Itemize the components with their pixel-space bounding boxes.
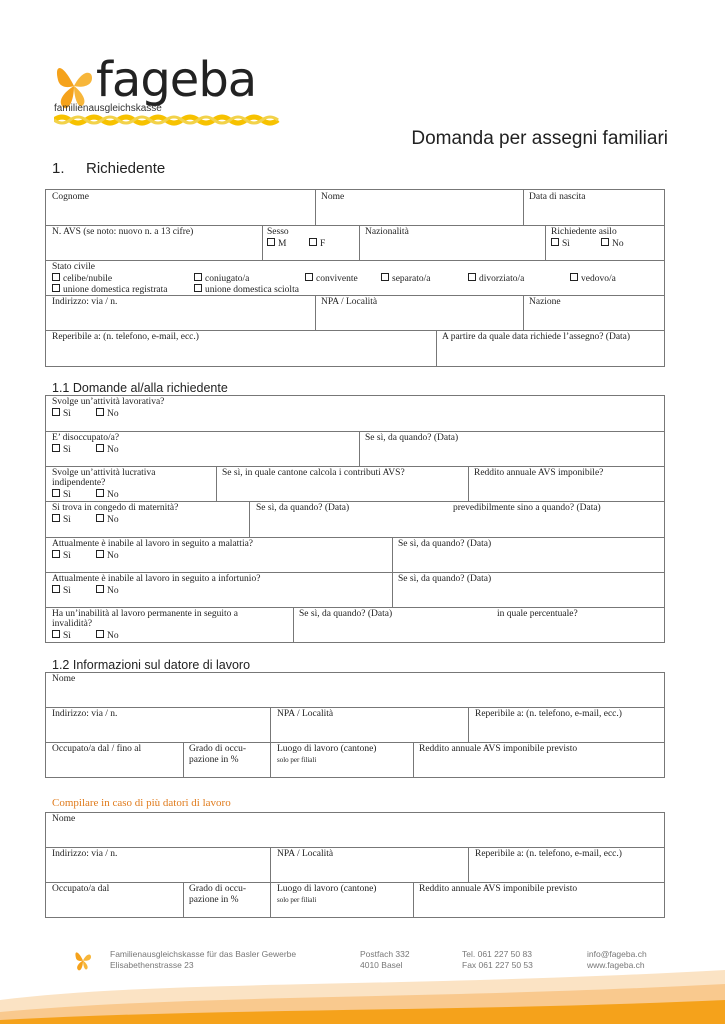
checkbox-icon [381, 273, 389, 281]
question-unemployed: E’ disoccupato/a? [52, 433, 120, 443]
checkbox-icon [551, 238, 559, 246]
checkbox-icon [305, 273, 313, 281]
sex-label: Sesso [267, 227, 289, 237]
sex-f-checkbox[interactable]: F [309, 238, 325, 250]
maternity-since-field[interactable]: Se sì, da quando? (Data) [256, 503, 350, 513]
question-illness: Attualmente è inabile al lavoro in seguito a malattia? [52, 539, 254, 549]
civil-status-option[interactable]: unione domestica sciolta [194, 284, 299, 296]
checkbox-icon [309, 238, 317, 246]
checkbox-icon [468, 273, 476, 281]
yes-checkbox[interactable]: Sì [52, 630, 71, 642]
civil-status-option[interactable]: divorziato/a [468, 273, 524, 285]
yes-checkbox[interactable]: Sì [52, 585, 71, 597]
no-checkbox[interactable]: No [96, 550, 119, 562]
checkbox-icon [96, 489, 104, 497]
expected-income2-field[interactable]: Reddito annuale AVS imponibile previsto [419, 884, 578, 894]
checkbox-icon [52, 273, 60, 281]
civil-status-label: Stato civile [52, 262, 96, 272]
asylum-label: Richiedente asilo [551, 227, 617, 237]
yes-checkbox[interactable]: Sì [52, 489, 71, 501]
checkbox-icon [267, 238, 275, 246]
footer-email[interactable]: info@fageba.ch [587, 949, 647, 959]
workplace-field[interactable]: Luogo di lavoro (cantone) [277, 744, 377, 754]
employment-period-field[interactable]: Occupato/a dal / fino al [52, 744, 142, 754]
address-field[interactable]: Indirizzo: via / n. [52, 297, 118, 307]
workplace2-note: solo per filiali [277, 896, 317, 904]
yes-checkbox[interactable]: Sì [52, 514, 71, 526]
country-field[interactable]: Nazione [529, 297, 561, 307]
avs-number-field[interactable]: N. AVS (se noto: nuovo n. a 13 cifre) [52, 227, 194, 237]
question-invalidity-2: invalidità? [52, 619, 93, 629]
rope-decoration [54, 114, 282, 126]
asylum-no-checkbox[interactable]: No [601, 238, 624, 250]
maternity-until-field[interactable]: prevedibilmente sino a quando? (Data) [453, 503, 601, 513]
checkbox-icon [194, 284, 202, 292]
checkbox-icon [52, 514, 60, 522]
contact-field[interactable]: Reperibile a: (n. telefono, e-mail, ecc.) [52, 332, 199, 342]
illness-since-field[interactable]: Se sì, da quando? (Data) [398, 539, 492, 549]
employment-rate-label-2: pazione in % [189, 755, 239, 765]
birthdate-field[interactable]: Data di nascita [529, 192, 586, 202]
name-field[interactable]: Nome [321, 192, 345, 202]
civil-status-option[interactable]: vedovo/a [570, 273, 616, 285]
checkbox-icon [96, 550, 104, 558]
no-checkbox[interactable]: No [96, 408, 119, 420]
employer2-postcode-field[interactable]: NPA / Località [277, 849, 334, 859]
logo-wordmark: fageba [96, 52, 257, 108]
footer-phone: Tel. 061 227 50 83 Fax 061 227 50 53 [462, 949, 533, 970]
civil-status-option[interactable]: coniugato/a [194, 273, 249, 285]
footer-org: Familienausgleichskasse für das Basler Gewerbe Elisabethenstrasse 23 [110, 949, 297, 970]
invalidity-since-field[interactable]: Se sì, da quando? (Data) [299, 609, 393, 619]
checkbox-icon [96, 444, 104, 452]
checkbox-icon [52, 444, 60, 452]
checkbox-icon [52, 489, 60, 497]
employer2-name-field[interactable]: Nome [52, 814, 76, 824]
expected-income-field[interactable]: Reddito annuale AVS imponibile previsto [419, 744, 578, 754]
employment2-rate-label-2: pazione in % [189, 895, 239, 905]
asylum-yes-checkbox[interactable]: Sì [551, 238, 570, 250]
sex-m-checkbox[interactable]: M [267, 238, 286, 250]
start-date-field[interactable]: A partire da quale data richiede l’assegno? (Data) [442, 332, 631, 342]
no-checkbox[interactable]: No [96, 514, 119, 526]
employer-contact-field[interactable]: Reperibile a: (n. telefono, e-mail, ecc.) [475, 709, 622, 719]
checkbox-icon [96, 408, 104, 416]
yes-checkbox[interactable]: Sì [52, 408, 71, 420]
checkbox-icon [52, 284, 60, 292]
accident-since-field[interactable]: Se sì, da quando? (Data) [398, 574, 492, 584]
question-self-employed-2: indipendente? [52, 478, 106, 488]
yes-checkbox[interactable]: Sì [52, 550, 71, 562]
section-number: 1. [52, 160, 65, 177]
checkbox-icon [96, 630, 104, 638]
additional-employer-heading: Compilare in caso di più datori di lavoro [52, 797, 231, 809]
question-invalidity: Ha un’inabilità al lavoro permanente in seguito a [52, 609, 238, 619]
question-working: Svolge un’attività lavorativa? [52, 397, 165, 407]
question-self-employed: Svolge un’attività lucrativa [52, 468, 156, 478]
no-checkbox[interactable]: No [96, 585, 119, 597]
civil-status-option[interactable]: unione domestica registrata [52, 284, 167, 296]
yes-checkbox[interactable]: Sì [52, 444, 71, 456]
employer-postcode-field[interactable]: NPA / Località [277, 709, 334, 719]
footer-wave-decoration [0, 960, 725, 1024]
section-1-2-heading: 1.2 Informazioni sul datore di lavoro [52, 658, 251, 672]
checkbox-icon [601, 238, 609, 246]
surname-field[interactable]: Cognome [52, 192, 89, 202]
checkbox-icon [96, 585, 104, 593]
civil-status-option[interactable]: convivente [305, 273, 358, 285]
checkbox-icon [52, 550, 60, 558]
employment-rate-label[interactable]: Grado di occu- [189, 744, 246, 754]
civil-status-option[interactable]: celibe/nubile [52, 273, 112, 285]
footer-postal: Postfach 332 4010 Basel [360, 949, 410, 970]
section-1-1-heading: 1.1 Domande al/alla richiedente [52, 381, 228, 395]
no-checkbox[interactable]: No [96, 630, 119, 642]
checkbox-icon [194, 273, 202, 281]
income-field[interactable]: Reddito annuale AVS imponibile? [474, 468, 604, 478]
checkbox-icon [52, 408, 60, 416]
postcode-field[interactable]: NPA / Località [321, 297, 378, 307]
question-maternity: Si trova in congedo di maternità? [52, 503, 179, 513]
invalidity-percent-field[interactable]: in quale percentuale? [497, 609, 578, 619]
page-title: Domanda per assegni familiari [411, 128, 668, 149]
nationality-field[interactable]: Nazionalità [365, 227, 409, 237]
question-accident: Attualmente è inabile al lavoro in seguito a infortunio? [52, 574, 261, 584]
employment2-rate-label[interactable]: Grado di occu- [189, 884, 246, 894]
checkbox-icon [570, 273, 578, 281]
checkbox-icon [96, 514, 104, 522]
civil-status-option[interactable]: separato/a [381, 273, 431, 285]
checkbox-icon [52, 630, 60, 638]
checkbox-icon [52, 585, 60, 593]
employer2-address-field[interactable]: Indirizzo: via / n. [52, 849, 118, 859]
canton-field[interactable]: Se sì, in quale cantone calcola i contributi AVS? [222, 468, 405, 478]
employment2-period-field[interactable]: Occupato/a dal [52, 884, 110, 894]
unemployed-since-field[interactable]: Se sì, da quando? (Data) [365, 433, 459, 443]
logo-subtitle: familienausgleichskasse [54, 103, 162, 114]
employer-name-field[interactable]: Nome [52, 674, 76, 684]
workplace-note: solo per filiali [277, 756, 317, 764]
no-checkbox[interactable]: No [96, 489, 119, 501]
no-checkbox[interactable]: No [96, 444, 119, 456]
employer2-contact-field[interactable]: Reperibile a: (n. telefono, e-mail, ecc.) [475, 849, 622, 859]
workplace2-field[interactable]: Luogo di lavoro (cantone) [277, 884, 377, 894]
footer-website[interactable]: www.fageba.ch [587, 960, 645, 970]
employer-address-field[interactable]: Indirizzo: via / n. [52, 709, 118, 719]
section-heading: Richiedente [86, 160, 166, 177]
